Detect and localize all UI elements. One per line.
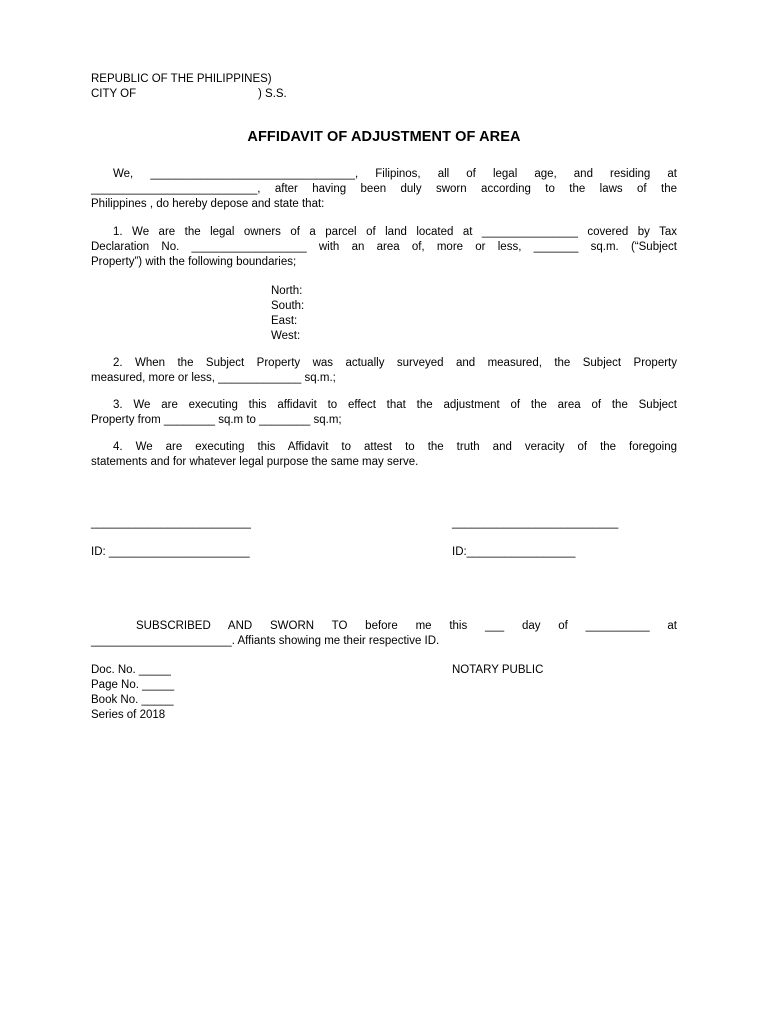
left-signature-line: _________________________ bbox=[91, 517, 251, 529]
item-2-paragraph bbox=[91, 356, 677, 386]
item-1-paragraph bbox=[91, 225, 677, 270]
jurat-paragraph bbox=[91, 619, 677, 649]
right-signature-line: __________________________ bbox=[452, 517, 619, 529]
item-4-line-1: 4. We are executing this Affidavit to attest to the truth and veracity of the foregoing bbox=[113, 441, 677, 453]
jurat-line-2: ______________________. Affiants showing me their respective ID. bbox=[91, 635, 440, 647]
item-1-line-1: 1. We are the legal owners of a parcel of land located at _______________ covered by Tax bbox=[113, 226, 677, 238]
doc-no: Doc. No. _____ bbox=[91, 664, 171, 676]
item-3-line-2: Property from ________ sq.m to ________ sq.m; bbox=[91, 414, 342, 426]
intro-paragraph bbox=[91, 167, 677, 212]
item-3-line-1: 3. We are executing this affidavit to effect that the adjustment of the area of the Subject bbox=[113, 399, 677, 411]
item-1-line-3: Property”) with the following boundaries; bbox=[91, 256, 297, 268]
city-suffix: ) S.S. bbox=[258, 88, 287, 100]
intro-line-2: __________________________, after having been duly sworn according to the laws of the bbox=[91, 183, 677, 195]
item-1-line-2: Declaration No. __________________ with an area of, more or less, _______ sq.m. (“Subject bbox=[91, 241, 677, 253]
notary-public-label: NOTARY PUBLIC bbox=[452, 664, 544, 676]
notary-register bbox=[91, 663, 174, 723]
book-no: Book No. _____ bbox=[91, 694, 174, 706]
boundary-east: East: bbox=[271, 315, 298, 327]
intro-line-1: We, ________________________________, Filipinos, all of legal age, and residing at bbox=[113, 168, 677, 180]
document-title: AFFIDAVIT OF ADJUSTMENT OF AREA bbox=[247, 129, 521, 145]
page-no: Page No. _____ bbox=[91, 679, 175, 691]
boundaries-list bbox=[271, 284, 304, 344]
left-id-line: ID: ______________________ bbox=[91, 546, 250, 558]
boundary-north: North: bbox=[271, 285, 303, 297]
item-3-paragraph bbox=[91, 398, 677, 428]
city-label: CITY OF bbox=[91, 88, 137, 100]
boundary-west: West: bbox=[271, 330, 301, 342]
series-year: Series of 2018 bbox=[91, 709, 166, 721]
intro-line-3: Philippines , do hereby depose and state that: bbox=[91, 198, 325, 210]
item-4-line-2: statements and for whatever legal purpose the same may serve. bbox=[91, 456, 419, 468]
jurat-line-1: SUBSCRIBED AND SWORN TO before me this ___ day of __________ at bbox=[136, 620, 677, 632]
item-2-line-2: measured, more or less, _____________ sq.m.; bbox=[91, 372, 336, 384]
affidavit-page bbox=[91, 0, 677, 1024]
item-2-line-1: 2. When the Subject Property was actually surveyed and measured, the Subject Property bbox=[113, 357, 677, 369]
item-4-paragraph bbox=[91, 440, 677, 470]
republic-line: REPUBLIC OF THE PHILIPPINES) bbox=[91, 73, 272, 85]
right-id-line: ID:_________________ bbox=[452, 546, 576, 558]
boundary-south: South: bbox=[271, 300, 305, 312]
